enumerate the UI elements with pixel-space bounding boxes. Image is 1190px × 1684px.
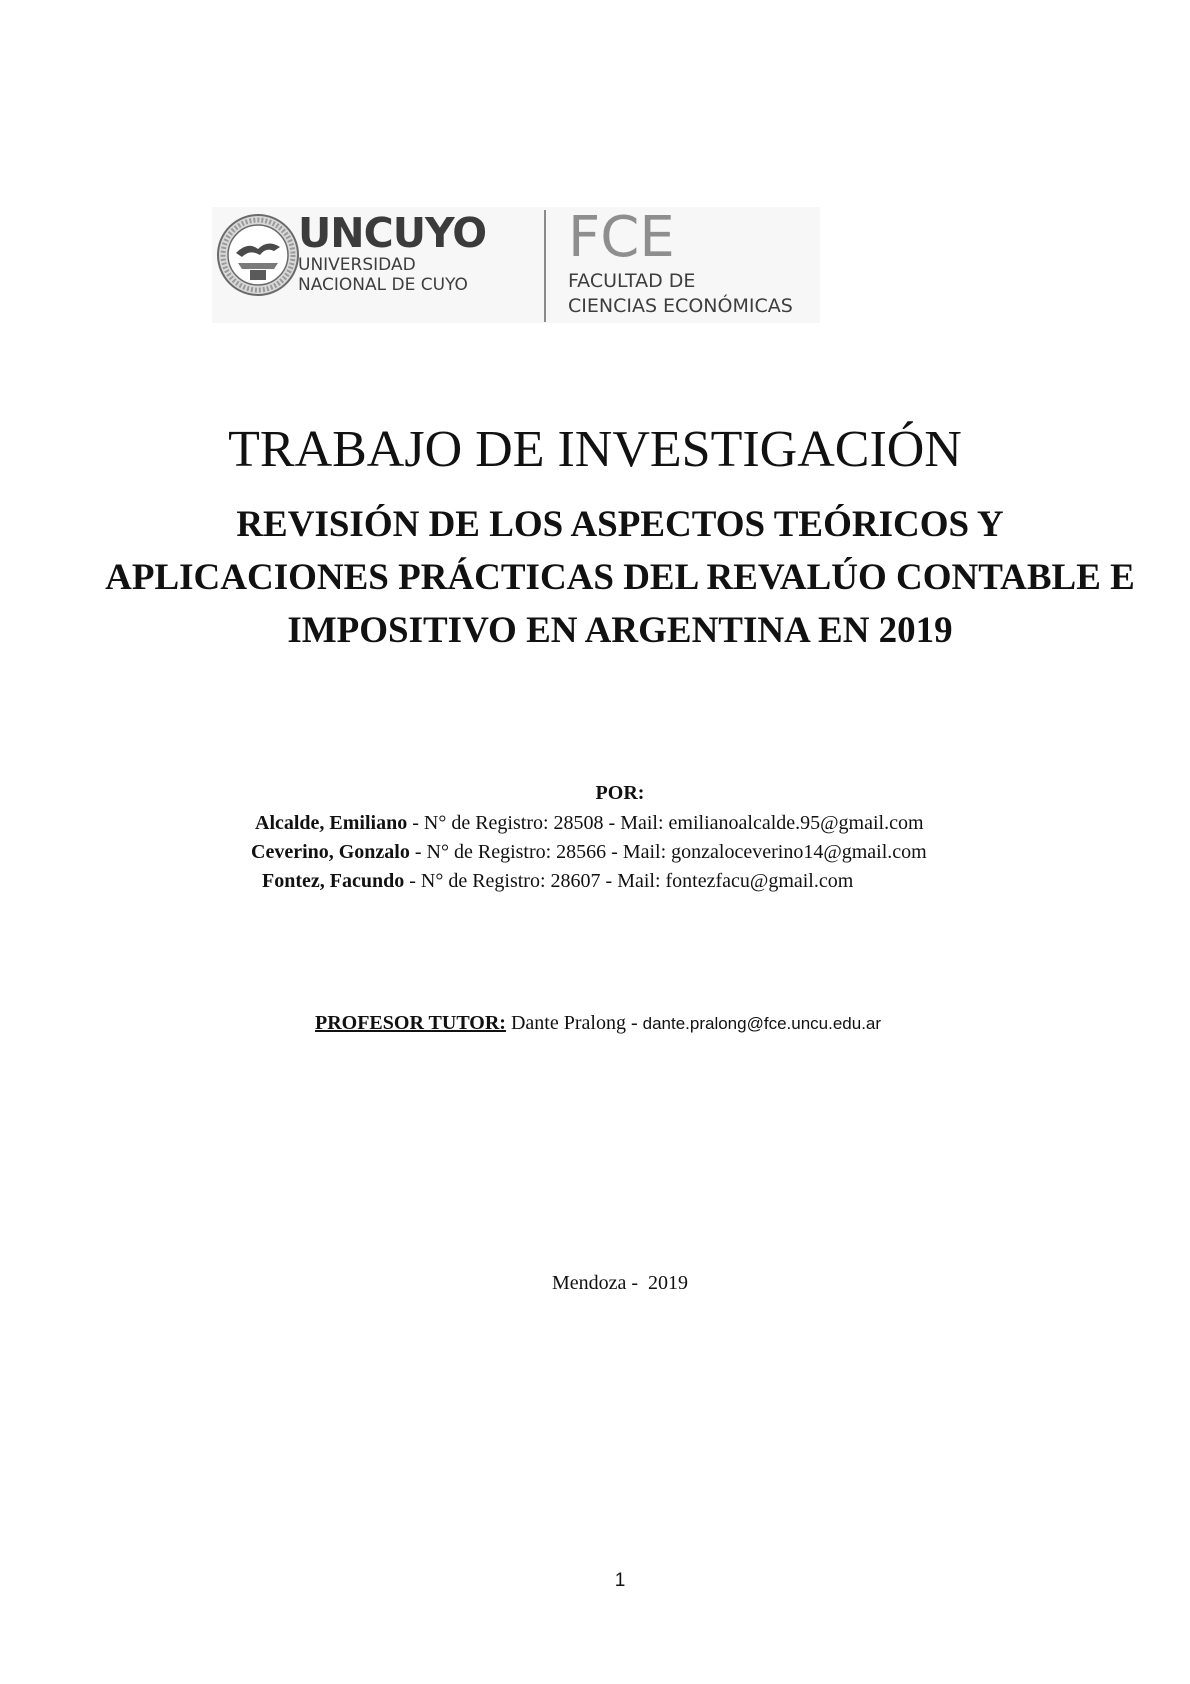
header-logos [212,207,820,323]
tutor-line [315,1012,881,1035]
author-name: Alcalde, Emiliano [255,812,408,834]
tutor-name: Dante Pralong - [505,1012,643,1034]
uncuyo-name: UNCUYO [298,209,487,257]
tutor-email: dante.pralong@fce.uncu.edu.ar [642,1014,882,1033]
author-name: Fontez, Facundo [262,870,405,892]
author-line [262,870,853,893]
authors-label: POR: [595,782,645,804]
tutor-label: PROFESOR TUTOR: [315,1012,506,1034]
fce-wordmark [568,207,793,319]
document-subtitle: REVISIÓN DE LOS ASPECTOS TEÓRICOS Y APLICACIONES PRÁCTICAS DEL REVALÚO CONTABLE E IMPOSITIVO EN ARGENTINA EN 2019 [105,504,1135,651]
uncuyo-line-1: UNIVERSIDAD [298,255,416,275]
fce-name: FCE [568,205,675,270]
author-line [255,812,924,835]
fce-line-1: FACULTAD DE [568,270,696,292]
uncuyo-line-2: NACIONAL DE CUYO [298,275,468,295]
author-details: - N° de Registro: 28566 - Mail: gonzaloceverino14@gmail.com [409,841,927,863]
document-title: TRABAJO DE INVESTIGACIÓN [228,421,962,478]
author-details: - N° de Registro: 28607 - Mail: fontezfacu@gmail.com [404,870,854,892]
author-details: - N° de Registro: 28508 - Mail: emilianoalcalde.95@gmail.com [407,812,924,834]
author-line [251,841,927,864]
place-date: Mendoza - 2019 [551,1272,689,1294]
page-number: 1 [614,1570,626,1591]
author-name: Ceverino, Gonzalo [251,841,410,863]
fce-line-2: CIENCIAS ECONÓMICAS [568,295,793,317]
logo-divider [544,210,546,322]
university-seal-icon [216,213,300,297]
uncuyo-wordmark [298,211,486,295]
